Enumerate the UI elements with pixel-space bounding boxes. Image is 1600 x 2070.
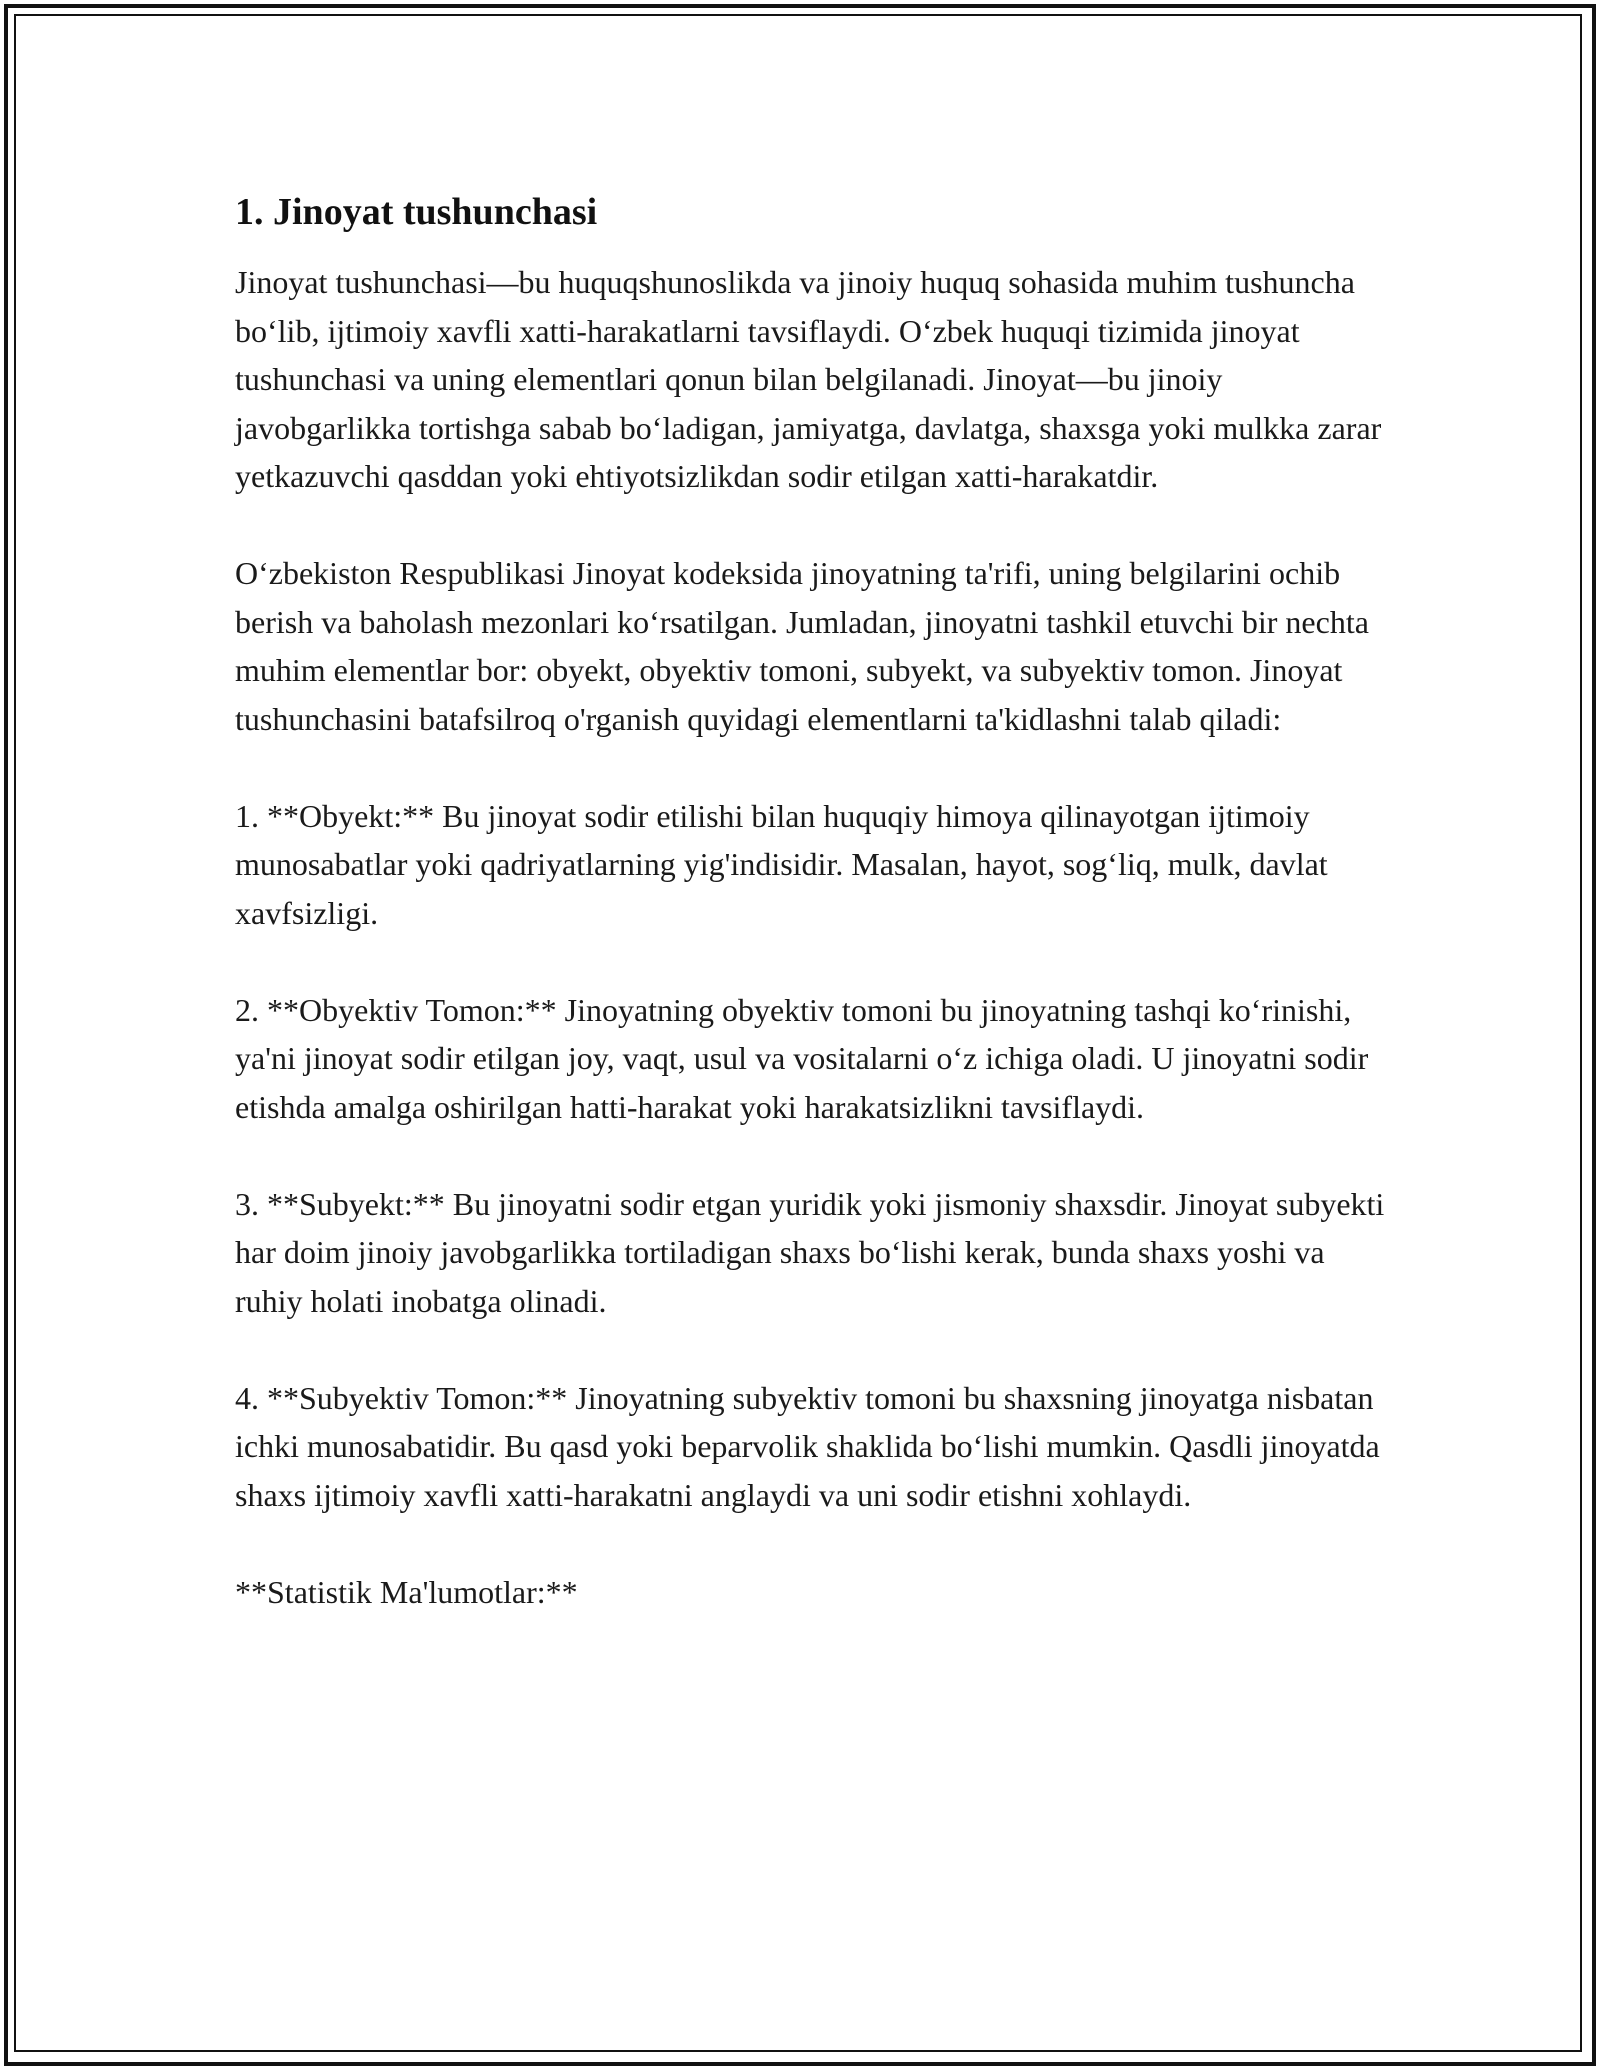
document-body — [235, 180, 1385, 1616]
paragraph-object: 1. **Obyekt:** Bu jinoyat sodir etilishi bilan huquqiy himoya qilinayotgan ijtimoiy munosabatlar yoki qadriyatlarning yig'indisidir. Masalan, hayot, sog‘liq, mulk, davlat xavfsizligi. — [235, 797, 1328, 931]
paragraph-criminal-code: O‘zbekiston Respublikasi Jinoyat kodeksida jinoyatning ta'rifi, uning belgilarini ochib berish va baholash mezonlari ko‘rsatilgan. Jumladan, jinoyatni tashkil etuvchi bir nechta muhim elementlar bor: obyekt, obyektiv tomoni, subyekt, va subyektiv tomon. Jinoyat tushunchasini batafsilroq o'rganish quyidagi elementlarni ta'kidlashni talab qiladi: — [235, 555, 1369, 737]
paragraph-statistics-heading: **Statistik Ma'lumotlar:** — [235, 1573, 578, 1610]
paragraph-objective-side: 2. **Obyektiv Tomon:** Jinoyatning obyektiv tomoni bu jinoyatning tashqi ko‘rinishi, ya'ni jinoyat sodir etilgan joy, vaqt, usul va vositalarni o‘z ichiga oladi. U jinoyatni sodir etishda amalga oshirilgan hatti-harakat yoki harakatsizlikni tavsiflaydi. — [235, 991, 1369, 1125]
paragraph-intro: Jinoyat tushunchasi—bu huquqshunoslikda va jinoiy huquq sohasida muhim tushuncha bo‘lib, ijtimoiy xavfli xatti-harakatlarni tavsiflaydi. O‘zbek huquqi tizimida jinoyat tushunchasi va uning elementlari qonun bilan belgilanadi. Jinoyat—bu jinoiy javobgarlikka tortishga sabab bo‘ladigan, jamiyatga, davlatga, shaxsga yoki mulkka zarar yetkazuvchi qasddan yoki ehtiyotsizlikdan sodir etilgan xatti-harakatdir. — [235, 264, 1382, 494]
paragraph-subject: 3. **Subyekt:** Bu jinoyatni sodir etgan yuridik yoki jismoniy shaxsdir. Jinoyat subyekti har doim jinoiy javobgarlikka tortiladigan shaxs bo‘lishi kerak, bunda shaxs yoshi va ruhiy holati inobatga olinadi. — [235, 1185, 1385, 1319]
section-heading: 1. Jinoyat tushunchasi — [235, 191, 598, 233]
paragraph-subjective-side: 4. **Subyektiv Tomon:** Jinoyatning subyektiv tomoni bu shaxsning jinoyatga nisbatan ichki munosabatidir. Bu qasd yoki beparvolik shaklida bo‘lishi mumkin. Qasdli jinoyatda shaxs ijtimoiy xavfli xatti-harakatni anglaydi va uni sodir etishni xohlaydi. — [235, 1379, 1380, 1513]
